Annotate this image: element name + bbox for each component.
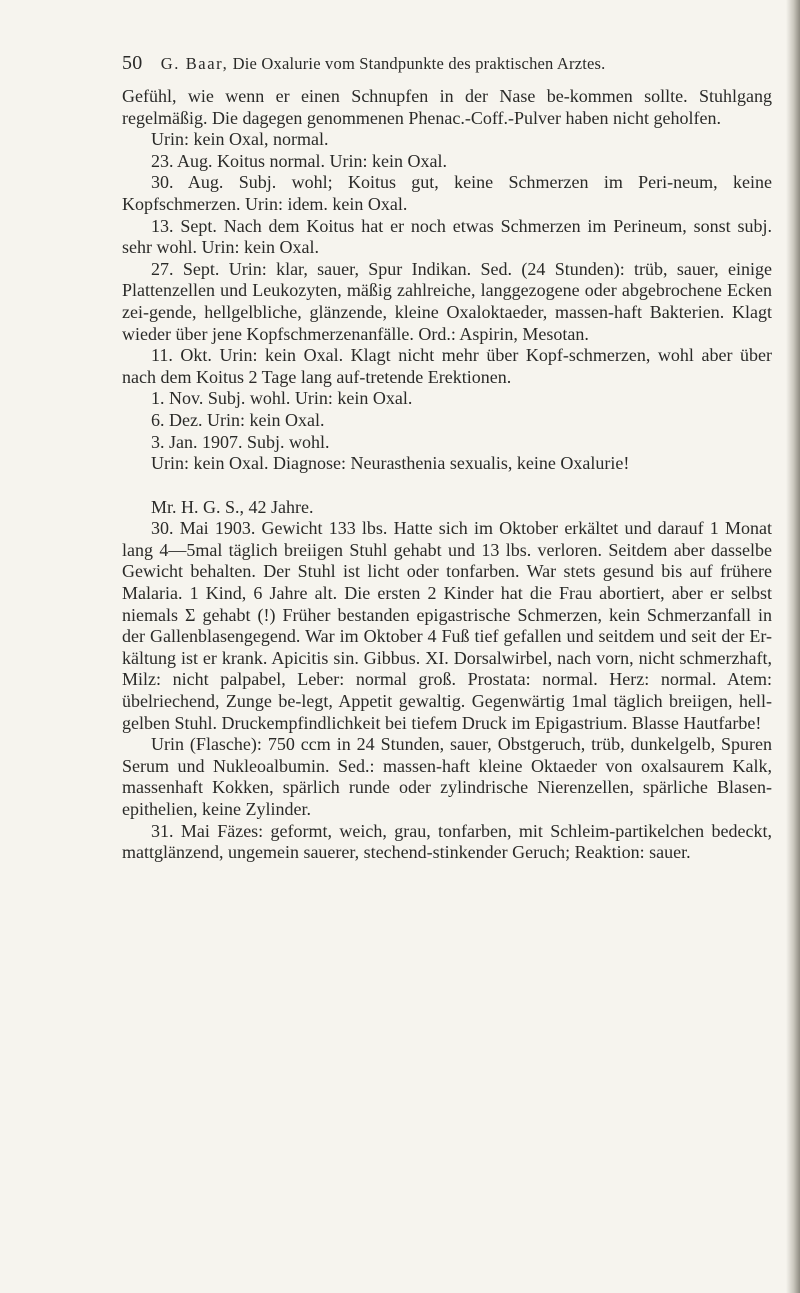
paragraph: 13. Sept. Nach dem Koitus hat er noch etwas Schmerzen im Perineum, sonst subj. sehr wohl. Urin: kein Oxal.: [122, 215, 772, 258]
paragraph: Gefühl, wie wenn er einen Schnupfen in der Nase be-kommen sollte. Stuhlgang regelmäßig. Die dagegen genommenen Phenac.-Coff.-Pulver haben nicht geholfen.: [122, 86, 772, 128]
paragraph: 3. Jan. 1907. Subj. wohl.: [151, 431, 330, 452]
paragraph: 11. Okt. Urin: kein Oxal. Klagt nicht mehr über Kopf-schmerzen, wohl aber über nach dem Koitus 2 Tage lang auf-tretende Erektionen.: [122, 345, 772, 387]
paragraph: 1. Nov. Subj. wohl. Urin: kein Oxal.: [151, 388, 413, 409]
paragraph: Urin: kein Oxal. Diagnose: Neurasthenia sexualis, keine Oxalurie!: [151, 453, 630, 474]
paragraph: 27. Sept. Urin: klar, sauer, Spur Indikan. Sed. (24 Stunden): trüb, sauer, einige Plattenzellen und Leukozyten, mäßig zahlreiche, langgezogene oder abgebrochene Ecken zei-gende, hellgelbliche, glänzende, kleine Oxaloktaeder, massen-haft Bakterien. Klagt wieder über jene Kopfschmerzenanfälle. Ord.: Aspirin, Mesotan.: [122, 258, 772, 344]
paragraph: Urin (Flasche): 750 ccm in 24 Stunden, sauer, Obstgeruch, trüb, dunkelgelb, Spuren Serum und Nukleoalbumin. Sed.: massen-haft kleine Oktaeder von oxalsaurem Kalk, massenhaft Kokken, spärlich runde oder zylindrische Nierenzellen, spärliche Blasen-epithelien, keine Zylinder.: [122, 734, 772, 819]
body-text: [122, 86, 772, 864]
paragraph: 23. Aug. Koitus normal. Urin: kein Oxal.: [151, 150, 447, 171]
running-header: [122, 52, 772, 75]
paragraph: Urin: kein Oxal, normal.: [151, 129, 329, 150]
paragraph: 30. Aug. Subj. wohl; Koitus gut, keine Schmerzen im Peri-neum, keine Kopfschmerzen. Urin: idem. kein Oxal.: [122, 172, 772, 214]
paragraph: 31. Mai Fäzes: geformt, weich, grau, tonfarben, mit Schleim-partikelchen bedeckt, mattglänzend, ungemein sauerer, stechend-stinkender Geruch; Reaktion: sauer.: [122, 820, 772, 863]
paragraph: 30. Mai 1903. Gewicht 133 lbs. Hatte sich im Oktober erkältet und darauf 1 Monat lang 4—5mal täglich breiigen Stuhl gehabt und 13 lbs. verloren. Seitdem aber dasselbe Gewicht behalten. Der Stuhl ist licht oder tonfarben. War stets gesund bis auf frühere Malaria. 1 Kind, 6 Jahre alt. Die ersten 2 Kinder hat die Frau abortiert, aber er selbst niemals Σ gehabt (!) Früher bestanden epigastrische Schmerzen, kein Schmerzanfall in der Gallenblasengegend. War im Oktober 4 Fuß tief gefallen und seitdem und seit der Er-kältung ist er krank. Apicitis sin. Gibbus. XI. Dorsalwirbel, nach vorn, nicht schmerzhaft, Milz: nicht palpabel, Leber: normal groß. Prostata: normal. Herz: normal. Atem: übelriechend, Zunge be-legt, Appetit gewaltig. Gegenwärtig 1mal täglich breiigen, hell-gelben Stuhl. Druckempfindlichkeit bei tiefem Druck im Epigastrium. Blasse Hautfarbe!: [122, 518, 772, 733]
header-title: Die Oxalurie vom Standpunkte des praktischen Arztes.: [232, 54, 606, 73]
page-edge-shadow: [786, 0, 800, 1293]
paragraph: 6. Dez. Urin: kein Oxal.: [151, 409, 325, 430]
case-heading: Mr. H. G. S., 42 Jahre.: [151, 496, 314, 517]
header-author: G. Baar,: [160, 54, 229, 73]
page-number: 50: [122, 52, 143, 74]
